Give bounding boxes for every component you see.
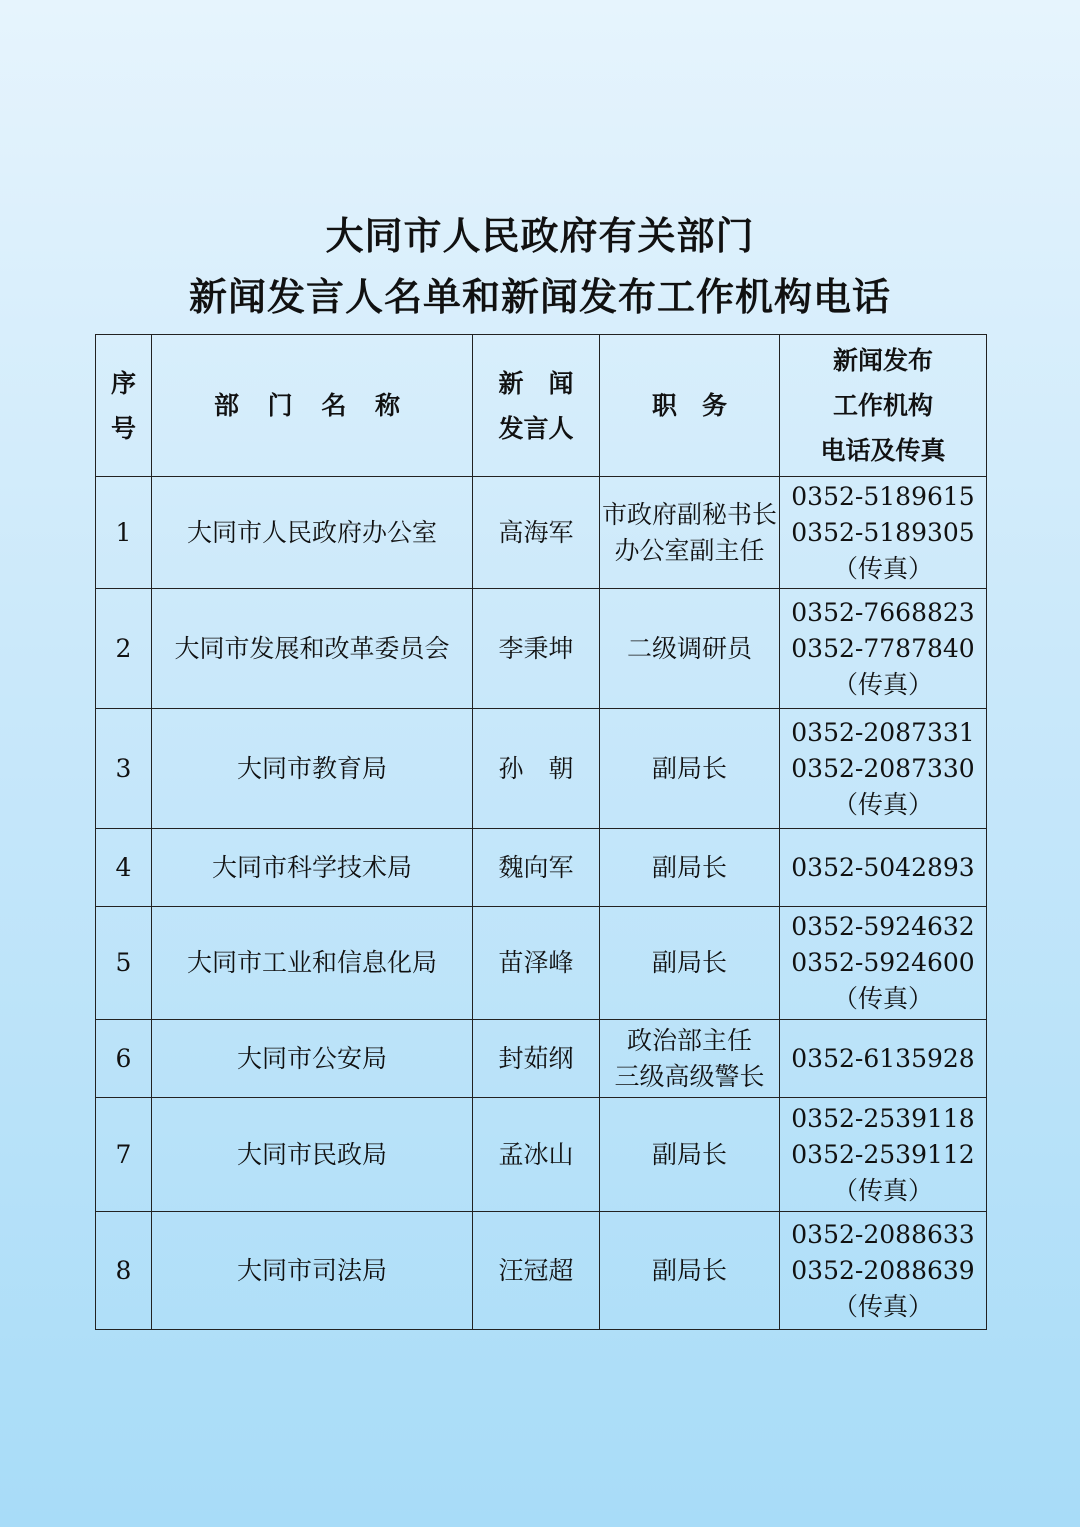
row-dept: 大同市科学技术局 — [152, 829, 473, 907]
phone-line: （传真） — [832, 553, 933, 583]
row-dept: 大同市司法局 — [152, 1212, 473, 1330]
row-speaker: 魏向军 — [473, 829, 600, 907]
phone-line: 0352-2087330 — [791, 753, 975, 783]
row-speaker: 封茹纲 — [473, 1020, 600, 1098]
row-dept: 大同市人民政府办公室 — [152, 477, 473, 589]
position-line: 二级调研员 — [626, 633, 752, 663]
position-line: 副局长 — [651, 1139, 727, 1169]
phone-line: 0352-7668823 — [791, 597, 975, 627]
row-dept: 大同市工业和信息化局 — [152, 907, 473, 1020]
phone-line: 0352-6135928 — [791, 1043, 975, 1073]
row-seq: 2 — [96, 589, 152, 709]
row-position — [600, 589, 780, 709]
row-position — [600, 477, 780, 589]
phone-line: 0352-5189305 — [791, 517, 975, 547]
row-phone — [780, 1098, 987, 1212]
row-phone — [780, 1212, 987, 1330]
row-phone — [780, 477, 987, 589]
position-line: 办公室副主任 — [614, 535, 765, 565]
row-position — [600, 1212, 780, 1330]
table-row — [96, 907, 987, 1020]
page-subtitle: 新闻发言人名单和新闻发布工作机构电话 — [188, 275, 891, 319]
phone-line: 0352-5042893 — [791, 852, 975, 882]
row-speaker: 孙 朝 — [473, 709, 600, 829]
row-phone — [780, 907, 987, 1020]
phone-line: 0352-5924600 — [791, 948, 975, 977]
header-seq: 序 号 — [96, 335, 152, 477]
position-line: 市政府副秘书长 — [601, 499, 777, 529]
position-line: 副局长 — [651, 753, 727, 783]
phone-line: 0352-2088639 — [791, 1255, 975, 1285]
row-dept: 大同市公安局 — [152, 1020, 473, 1098]
table-row — [96, 829, 987, 907]
phone-line: 0352-2087331 — [791, 717, 975, 747]
row-seq: 8 — [96, 1212, 152, 1330]
row-seq: 6 — [96, 1020, 152, 1098]
phone-line: 0352-7787840 — [791, 633, 975, 663]
table-row — [96, 589, 987, 709]
row-seq: 3 — [96, 709, 152, 829]
position-line: 副局长 — [651, 1255, 727, 1285]
position-line: 副局长 — [651, 948, 727, 977]
row-position — [600, 1098, 780, 1212]
table-row — [96, 1212, 987, 1330]
row-seq: 4 — [96, 829, 152, 907]
header-position: 职 务 — [600, 335, 780, 477]
row-seq: 5 — [96, 907, 152, 1020]
phone-line: 0352-5924632 — [791, 912, 975, 941]
header-speaker: 新 闻 发言人 — [473, 335, 600, 477]
phone-line: 0352-2088633 — [791, 1219, 975, 1249]
page-title: 大同市人民政府有关部门 — [325, 214, 755, 258]
row-speaker: 苗泽峰 — [473, 907, 600, 1020]
table-row — [96, 1098, 987, 1212]
row-phone — [780, 589, 987, 709]
row-dept: 大同市教育局 — [152, 709, 473, 829]
phone-line: （传真） — [832, 984, 933, 1013]
row-position — [600, 709, 780, 829]
table-row — [96, 477, 987, 589]
row-phone — [780, 1020, 987, 1098]
row-position — [600, 907, 780, 1020]
phone-line: 0352-2539118 — [791, 1103, 975, 1133]
phone-line: （传真） — [832, 1175, 933, 1205]
spokesperson-table — [95, 334, 987, 1330]
table-header-row — [96, 335, 987, 477]
phone-line: 0352-5189615 — [791, 481, 975, 511]
phone-line: （传真） — [832, 1291, 933, 1321]
phone-line: （传真） — [832, 669, 933, 699]
row-speaker: 孟冰山 — [473, 1098, 600, 1212]
row-seq: 1 — [96, 477, 152, 589]
row-seq: 7 — [96, 1098, 152, 1212]
position-line: 政治部主任 — [626, 1025, 752, 1055]
row-speaker: 汪冠超 — [473, 1212, 600, 1330]
header-phone: 新闻发布 工作机构 电话及传真 — [780, 335, 987, 477]
row-phone — [780, 709, 987, 829]
table-row — [96, 709, 987, 829]
row-phone — [780, 829, 987, 907]
row-position — [600, 1020, 780, 1098]
phone-line: （传真） — [832, 789, 933, 819]
row-speaker: 李秉坤 — [473, 589, 600, 709]
row-dept: 大同市民政局 — [152, 1098, 473, 1212]
position-line: 副局长 — [651, 852, 727, 882]
header-dept: 部 门 名 称 — [152, 335, 473, 477]
row-speaker: 高海军 — [473, 477, 600, 589]
table-row — [96, 1020, 987, 1098]
phone-line: 0352-2539112 — [791, 1139, 975, 1169]
row-position — [600, 829, 780, 907]
row-dept: 大同市发展和改革委员会 — [152, 589, 473, 709]
position-line: 三级高级警长 — [614, 1061, 765, 1091]
